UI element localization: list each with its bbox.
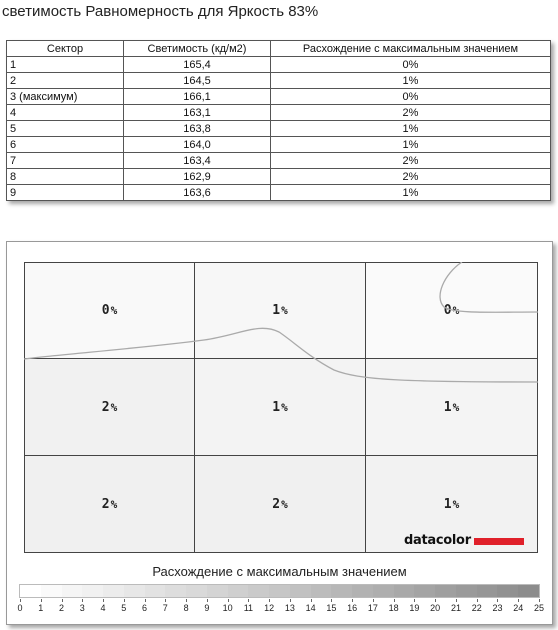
scale-tick-label: 12 [264,603,275,613]
scale-segment [311,585,332,597]
scale-segment [414,585,435,597]
cell-sector: 6 [7,137,124,153]
scale-tick-mark [248,599,249,602]
scale-tick-mark [20,599,21,602]
scale-segment [373,585,394,597]
cell-deviation: 2% [271,105,551,121]
heatmap-cell-value: 0 [443,303,452,318]
scale-tick-label: 1 [38,603,44,613]
cell-luminance: 165,4 [124,57,271,73]
heatmap-cell-value: 1 [272,399,281,415]
scale-tick-label: 22 [471,603,482,613]
cell-deviation: 1% [271,137,551,153]
scale-segment [41,585,62,597]
cell-sector: 5 [7,121,124,137]
scale-tick-label: 18 [388,603,399,613]
table-row [7,73,551,89]
deviation-color-scale [19,584,540,598]
page-title: светимость Равномерность для Яркость 83% [2,3,319,20]
heatmap-cell-value: 2 [272,496,281,512]
heatmap-cell-unit: % [110,497,118,511]
cell-luminance: 166,1 [124,89,271,105]
cell-luminance: 163,8 [124,121,271,137]
cell-deviation: 1% [271,121,551,137]
scale-tick-label: 13 [284,603,295,613]
scale-tick-label: 24 [513,603,524,613]
scale-tick-label: 21 [450,603,461,613]
scale-tick-mark [435,599,436,602]
scale-tick-label: 20 [430,603,441,613]
scale-tick-mark [82,599,83,602]
scale-segment [103,585,124,597]
scale-tick-mark [41,599,42,602]
cell-sector: 9 [7,185,124,201]
scale-segment [165,585,186,597]
scale-tick-label: 8 [183,603,189,613]
heatmap-cell [194,262,366,359]
heatmap-grid [24,262,538,553]
scale-tick-mark [165,599,166,602]
scale-tick-label: 23 [492,603,503,613]
heatmap-cell [194,358,366,456]
uniformity-table [6,40,551,201]
scale-tick-mark [477,599,478,602]
column-header-luminance: Светимость (кд/м2) [124,41,271,57]
cell-deviation: 1% [271,73,551,89]
scale-tick-mark [518,599,519,602]
uniformity-heatmap-panel [6,241,553,625]
scale-tick-mark [331,599,332,602]
scale-tick-label: 6 [142,603,148,613]
heatmap-cell-value: 2 [101,496,110,512]
heatmap-cell [365,262,538,359]
scale-tick-label: 0 [17,603,23,613]
cell-deviation: 0% [271,89,551,105]
cell-deviation: 2% [271,153,551,169]
scale-tick-label: 15 [326,603,337,613]
datacolor-logo-bar [474,538,524,545]
heatmap-cell-unit: % [281,304,288,317]
cell-deviation: 0% [271,57,551,73]
scale-segment [497,585,518,597]
column-header-sector: Сектор [7,41,124,57]
table-row [7,185,551,201]
scale-segment [331,585,352,597]
scale-tick-mark [394,599,395,602]
cell-luminance: 163,6 [124,185,271,201]
scale-segment [477,585,498,597]
cell-luminance: 164,5 [124,73,271,89]
scale-segment [269,585,290,597]
heatmap-cell-value: 0 [101,303,110,318]
heatmap-cell-unit: % [452,497,460,511]
cell-sector: 1 [7,57,124,73]
scale-tick-label: 9 [204,603,210,613]
heatmap-cell-unit: % [281,400,288,414]
scale-segment [248,585,269,597]
scale-tick-mark [228,599,229,602]
scale-segment [124,585,145,597]
scale-tick-label: 14 [305,603,316,613]
scale-segment [207,585,228,597]
scale-tick-label: 2 [59,603,65,613]
scale-tick-label: 3 [79,603,85,613]
cell-luminance: 162,9 [124,169,271,185]
table-row [7,153,551,169]
scale-tick-mark [186,599,187,602]
cell-luminance: 163,1 [124,105,271,121]
scale-tick-mark [497,599,498,602]
heatmap-cell [24,262,195,359]
heatmap-cell-value: 1 [443,399,452,415]
scale-tick-mark [62,599,63,602]
scale-tick-mark [269,599,270,602]
table-row [7,57,551,73]
scale-tick-label: 7 [162,603,168,613]
scale-segment [518,585,539,597]
scale-tick-mark [207,599,208,602]
heatmap-cell [24,455,195,553]
scale-tick-mark [456,599,457,602]
scale-tick-label: 11 [243,603,254,613]
heatmap-cell [24,358,195,456]
heatmap-cell-unit: % [110,400,118,414]
scale-tick-label: 25 [533,603,544,613]
scale-segment [352,585,373,597]
scale-tick-mark [103,599,104,602]
scale-tick-label: 10 [222,603,233,613]
scale-tick-label: 5 [121,603,127,613]
heatmap-cell-value: 2 [101,399,110,415]
table-row [7,89,551,105]
scale-tick-mark [290,599,291,602]
table-row [7,121,551,137]
column-header-deviation: Расхождение с максимальным значением [271,41,551,57]
scale-segment [186,585,207,597]
heatmap-cell-unit: % [281,497,288,511]
heatmap-cell-value: 1 [272,303,281,318]
scale-tick-mark [414,599,415,602]
scale-segment [82,585,103,597]
cell-luminance: 164,0 [124,137,271,153]
scale-segment [62,585,83,597]
heatmap-cell [194,455,366,553]
cell-sector: 3 (максимум) [7,89,124,105]
heatmap-cell-unit: % [110,304,118,317]
cell-sector: 7 [7,153,124,169]
cell-deviation: 1% [271,185,551,201]
cell-sector: 2 [7,73,124,89]
table-row [7,105,551,121]
table-header-row [7,41,551,57]
scale-tick-mark [124,599,125,602]
scale-tick-mark [145,599,146,602]
cell-luminance: 163,4 [124,153,271,169]
scale-segment [290,585,311,597]
scale-segment [145,585,166,597]
scale-tick-label: 16 [347,603,358,613]
scale-tick-label: 4 [100,603,106,613]
table-row [7,169,551,185]
cell-sector: 8 [7,169,124,185]
heatmap-cell-unit: % [452,400,460,414]
heatmap-cell [365,358,538,456]
scale-segment [20,585,41,597]
scale-tick-mark [539,599,540,602]
table-row [7,137,551,153]
legend-title: Расхождение с максимальным значением [152,564,407,579]
datacolor-logo: datacolor [404,532,524,548]
scale-segment [456,585,477,597]
scale-segment [394,585,415,597]
scale-tick-mark [352,599,353,602]
scale-tick-label: 19 [409,603,420,613]
heatmap-cell-unit: % [452,304,460,317]
heatmap-cell-value: 1 [443,496,452,512]
scale-tick-label: 17 [367,603,378,613]
scale-segment [228,585,249,597]
scale-tick-mark [373,599,374,602]
scale-tick-mark [311,599,312,602]
cell-sector: 4 [7,105,124,121]
scale-segment [435,585,456,597]
cell-deviation: 2% [271,169,551,185]
